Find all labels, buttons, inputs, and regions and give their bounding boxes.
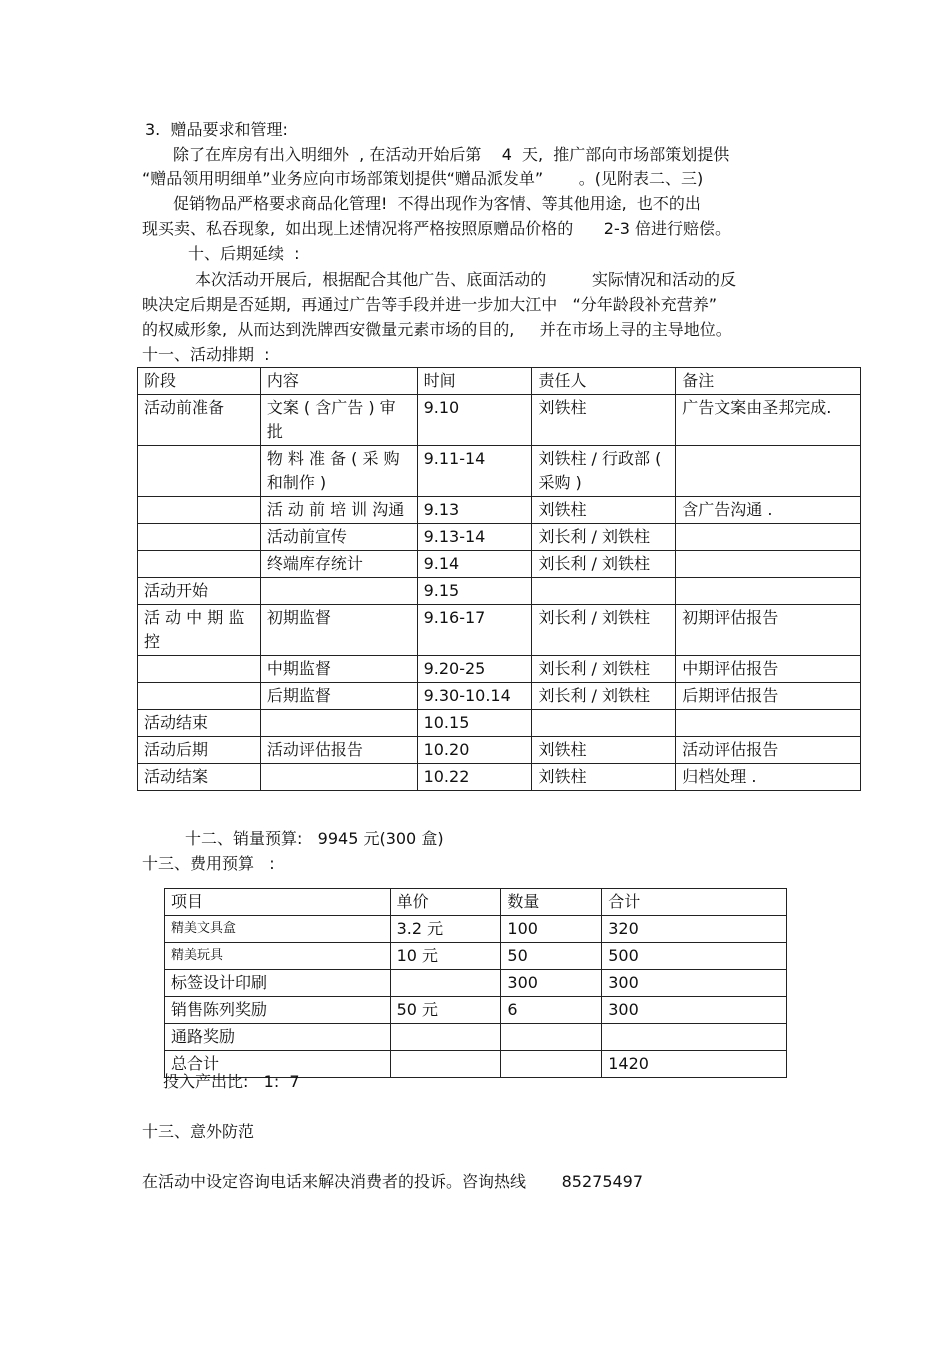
table-row [138,764,861,791]
table-row [138,446,861,497]
table-cell: 物 料 准 备 ( 采 购和制作 ) [260,446,417,497]
header-cell: 合计 [602,889,787,916]
schedule-table [137,367,861,791]
paragraph-line: 的权威形象, 从而达到洗牌西安微量元素市场的目的, 并在市场上寻的主导地位。 [142,320,732,339]
table-cell: 广告文案由圣邦完成. [676,395,861,446]
table-cell: 初期监督 [260,605,417,656]
table-row [165,1024,787,1051]
table-cell: 刘长利 / 刘铁柱 [532,683,676,710]
table-cell: 300 [501,970,602,997]
table-cell: 活动开始 [138,578,261,605]
table-cell [260,764,417,791]
paragraph-line: 本次活动开展后, 根据配合其他广告、底面活动的 实际情况和活动的反 [195,270,737,289]
table-cell: 终端库存统计 [260,551,417,578]
table-cell [138,446,261,497]
table-cell: 9.13-14 [417,524,532,551]
table-row [165,970,787,997]
table-cell [501,1024,602,1051]
table-cell: 活动结案 [138,764,261,791]
table-header-row [138,368,861,395]
table-cell: 精美文具盒 [165,916,391,943]
table-cell: 320 [602,916,787,943]
table-cell: 300 [602,970,787,997]
hotline-text: 在活动中设定咨询电话来解决消费者的投诉。咨询热线 85275497 [142,1172,644,1191]
table-cell: 9.14 [417,551,532,578]
table-row [138,656,861,683]
table-row [165,997,787,1024]
table-row [165,916,787,943]
table-cell: 50 [501,943,602,970]
table-cell: 活动前宣传 [260,524,417,551]
section-13b-heading: 十三、意外防范 [142,1122,255,1141]
table-cell: 通路奖励 [165,1024,391,1051]
table-cell: 初期评估报告 [676,605,861,656]
table-cell: 100 [501,916,602,943]
header-cell: 数量 [501,889,602,916]
table-cell [260,710,417,737]
table-cell [138,656,261,683]
table-cell [676,446,861,497]
header-cell: 单价 [390,889,501,916]
section-11-heading: 十一、活动排期 : [142,345,270,364]
table-cell [138,524,261,551]
section-10-heading: 十、后期延续 : [188,244,300,263]
table-cell: 活 动 前 培 训 沟通 [260,497,417,524]
table-cell [532,710,676,737]
table-cell: 9.16-17 [417,605,532,656]
table-cell [138,497,261,524]
table-cell [260,578,417,605]
input-output-ratio: 投入产出比: 1: 7 [163,1072,300,1091]
table-row [138,710,861,737]
header-cell: 备注 [676,368,861,395]
table-cell [501,1051,602,1078]
table-cell: 活动评估报告 [260,737,417,764]
table-cell: 9.11-14 [417,446,532,497]
table-cell: 9.20-25 [417,656,532,683]
table-row [138,497,861,524]
section-12-sales-budget: 十二、销量预算: 9945 元(300 盒) [185,829,444,848]
table-row [138,395,861,446]
table-cell: 中期评估报告 [676,656,861,683]
table-cell: 销售陈列奖励 [165,997,391,1024]
paragraph-line: 除了在库房有出入明细外 , 在活动开始后第 4 天, 推广部向市场部策划提供 [173,145,730,164]
table-row [138,737,861,764]
table-cell: 后期监督 [260,683,417,710]
table-cell [532,578,676,605]
table-cell: 刘铁柱 [532,497,676,524]
table-cell: 精美玩具 [165,943,391,970]
table-cell: 活 动 中 期 监控 [138,605,261,656]
table-cell: 文案 ( 含广告 ) 审批 [260,395,417,446]
table-cell: 活动结束 [138,710,261,737]
table-cell: 后期评估报告 [676,683,861,710]
table-row [138,578,861,605]
table-row [138,551,861,578]
table-cell [138,683,261,710]
header-cell: 阶段 [138,368,261,395]
table-cell: 50 元 [390,997,501,1024]
table-row [138,605,861,656]
table-cell: 活动评估报告 [676,737,861,764]
table-cell: 刘长利 / 刘铁柱 [532,524,676,551]
table-header-row [165,889,787,916]
table-cell [390,1051,501,1078]
table-cell: 1420 [602,1051,787,1078]
table-cell: 刘铁柱 / 行政部 ( 采购 ) [532,446,676,497]
table-cell: 300 [602,997,787,1024]
table-cell: 刘铁柱 [532,395,676,446]
table-cell: 9.15 [417,578,532,605]
table-cell: 10 元 [390,943,501,970]
table-cell: 总合计 [165,1051,391,1078]
table-cell: 含广告沟通 . [676,497,861,524]
table-cell: 9.10 [417,395,532,446]
section-13-heading: 十三、费用预算 : [142,854,275,873]
table-cell [676,710,861,737]
header-cell: 项目 [165,889,391,916]
header-cell: 内容 [260,368,417,395]
paragraph-line: 促销物品严格要求商品化管理! 不得出现作为客情、等其他用途, 也不的出 [173,194,701,213]
table-cell: 10.20 [417,737,532,764]
table-cell: 活动前准备 [138,395,261,446]
table-cell [602,1024,787,1051]
table-cell [138,551,261,578]
table-cell: 活动后期 [138,737,261,764]
table-cell: 中期监督 [260,656,417,683]
table-cell: 6 [501,997,602,1024]
table-cell: 刘长利 / 刘铁柱 [532,551,676,578]
table-cell: 刘铁柱 [532,737,676,764]
header-cell: 时间 [417,368,532,395]
header-cell: 责任人 [532,368,676,395]
table-cell: 刘铁柱 [532,764,676,791]
table-cell [676,524,861,551]
paragraph-line: “赠品领用明细单”业务应向市场部策划提供“赠品派发单” 。(见附表二、三) [142,169,704,188]
table-cell [676,578,861,605]
table-cell: 归档处理 . [676,764,861,791]
section-3-heading: 3. 赠品要求和管理: [145,120,288,139]
table-cell: 刘长利 / 刘铁柱 [532,656,676,683]
cost-table [164,888,787,1078]
paragraph-line: 现买卖、私吞现象, 如出现上述情况将严格按照原赠品价格的 2-3 倍进行赔偿。 [142,219,731,238]
table-cell: 10.15 [417,710,532,737]
table-row [165,943,787,970]
table-cell: 刘长利 / 刘铁柱 [532,605,676,656]
table-cell: 500 [602,943,787,970]
table-cell [676,551,861,578]
table-cell [390,1024,501,1051]
table-row [138,524,861,551]
table-cell: 10.22 [417,764,532,791]
table-cell: 3.2 元 [390,916,501,943]
table-row [138,683,861,710]
table-cell: 9.30-10.14 [417,683,532,710]
table-cell: 9.13 [417,497,532,524]
table-cell: 标签设计印刷 [165,970,391,997]
table-cell [390,970,501,997]
paragraph-line: 映决定后期是否延期, 再通过广告等手段并进一步加大江中 “分年龄段补充营养” [142,295,718,314]
